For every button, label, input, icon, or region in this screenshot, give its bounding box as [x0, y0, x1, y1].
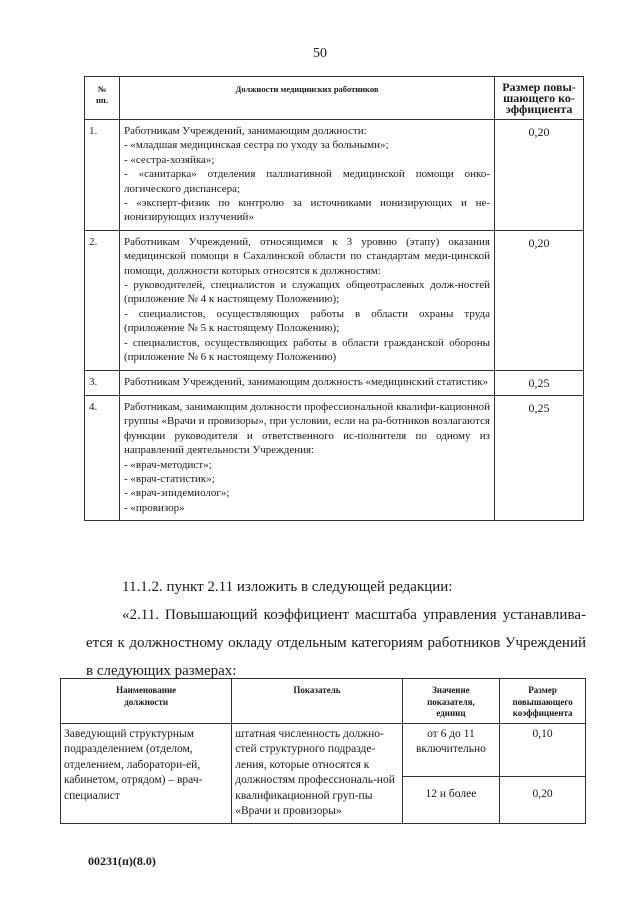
coefficient-cell: 0,20 — [500, 776, 586, 823]
indicator-value-cell: от 6 до 11 включительно — [402, 723, 500, 776]
table-header-row — [61, 679, 586, 724]
paragraph-amendment: 11.1.2. пункт 2.11 изложить в следующей редакции: — [122, 579, 453, 595]
row-coefficient: 0,20 — [495, 120, 584, 231]
table-row — [85, 370, 584, 395]
indicator-cell: штатная численность должно-стей структурного подразде-ления, которые относятся к должностям профессиональ-ной квалификационной груп-пы «Врачи и провизоры» — [232, 723, 402, 823]
table-row — [85, 230, 584, 370]
header-indicator: Показатель — [232, 679, 402, 724]
row-positions — [120, 120, 495, 231]
row-positions — [120, 395, 495, 520]
header-indicator-value: Значение показателя, единиц — [402, 679, 500, 724]
document-code: 00231(п)(8.0) — [88, 854, 156, 868]
header-coefficient-size: Размер повышающего коэффициента — [500, 679, 586, 724]
row-number: 3. — [85, 370, 120, 395]
coefficient-table — [84, 76, 584, 521]
position-line: - специалистов, осуществляющих работы в области охраны труда (приложение № 5 к настоящему Положению); — [124, 307, 490, 335]
position-line: - «врач-эпидемиолог»; — [124, 487, 230, 500]
row-coefficient: 0,25 — [495, 395, 584, 520]
management-scale-table — [60, 678, 586, 824]
position-line: - «санитарка» отделения паллиативной медицинской помощи онко-логического диспансера; — [124, 168, 490, 195]
paragraph-rule: «2.11. Повышающий коэффициент масштаба управления устанавлива-ется к должностному окладу отдельным категориям работников Учреждений в следующих размерах: — [86, 607, 586, 679]
header-number: № пп. — [85, 77, 120, 120]
header-positions: Должности медицинских работников — [120, 77, 495, 120]
table-row — [85, 120, 584, 231]
header-position-name: Наименование должности — [61, 679, 232, 724]
position-line: - «сестра-хозяйка»; — [124, 153, 215, 166]
row-positions — [120, 370, 495, 395]
page-number: 50 — [313, 46, 327, 61]
position-line: - «эксперт-физик по контролю за источниками ионизирующих и не-ионизирующих излучений» — [124, 197, 490, 224]
table-row — [61, 723, 586, 776]
row-number: 4. — [85, 395, 120, 520]
table-row — [85, 395, 584, 520]
row-number: 1. — [85, 120, 120, 231]
coefficient-cell: 0,10 — [500, 723, 586, 776]
position-line: - «врач-методист»; — [124, 458, 212, 471]
position-line: - специалистов, осуществляющих работы в области гражданской обороны (приложение № 6 к настоящему Положению) — [124, 336, 490, 364]
position-line: - «провизор» — [124, 501, 185, 514]
position-line: Работникам Учреждений, относящимся к 3 уровню (этапу) оказания медицинской помощи в Сахалинской области по стандартам меди-цинской помощи, должности которых относятся к должностям: — [124, 235, 490, 277]
position-line: Работникам Учреждений, занимающим должность «медицинский статистик» — [124, 375, 489, 388]
position-line: - «младшая медицинская сестра по уходу за больными»; — [124, 139, 389, 152]
row-coefficient: 0,20 — [495, 230, 584, 370]
position-line: - руководителей, специалистов и служащих общеотраслевых долж-ностей (приложение № 4 к настоящему Положению); — [124, 279, 490, 306]
header-coefficient: Размер повы- шающего ко- эффициента — [495, 77, 584, 120]
indicator-value-cell: 12 и более — [402, 776, 500, 823]
table-header-row — [85, 77, 584, 120]
position-name-cell: Заведующий структурным подразделением (отделом, отделением, лаборатори-ей, кабинетом, отрядом) – врач-специалист — [61, 723, 232, 823]
row-positions — [120, 230, 495, 370]
position-line: Работникам Учреждений, занимающим должности: — [124, 125, 367, 137]
row-coefficient: 0,25 — [495, 370, 584, 395]
position-line: Работникам, занимающим должности профессиональной квалифи-кационной группы «Врачи и провизоры», при условии, если на ра-ботников возлагаются функции руководителя и ответственного ис-полнителя по одному из направлений деятельности Учреждения: — [124, 400, 490, 457]
row-number: 2. — [85, 230, 120, 370]
position-line: - «врач-статистик»; — [124, 472, 215, 485]
